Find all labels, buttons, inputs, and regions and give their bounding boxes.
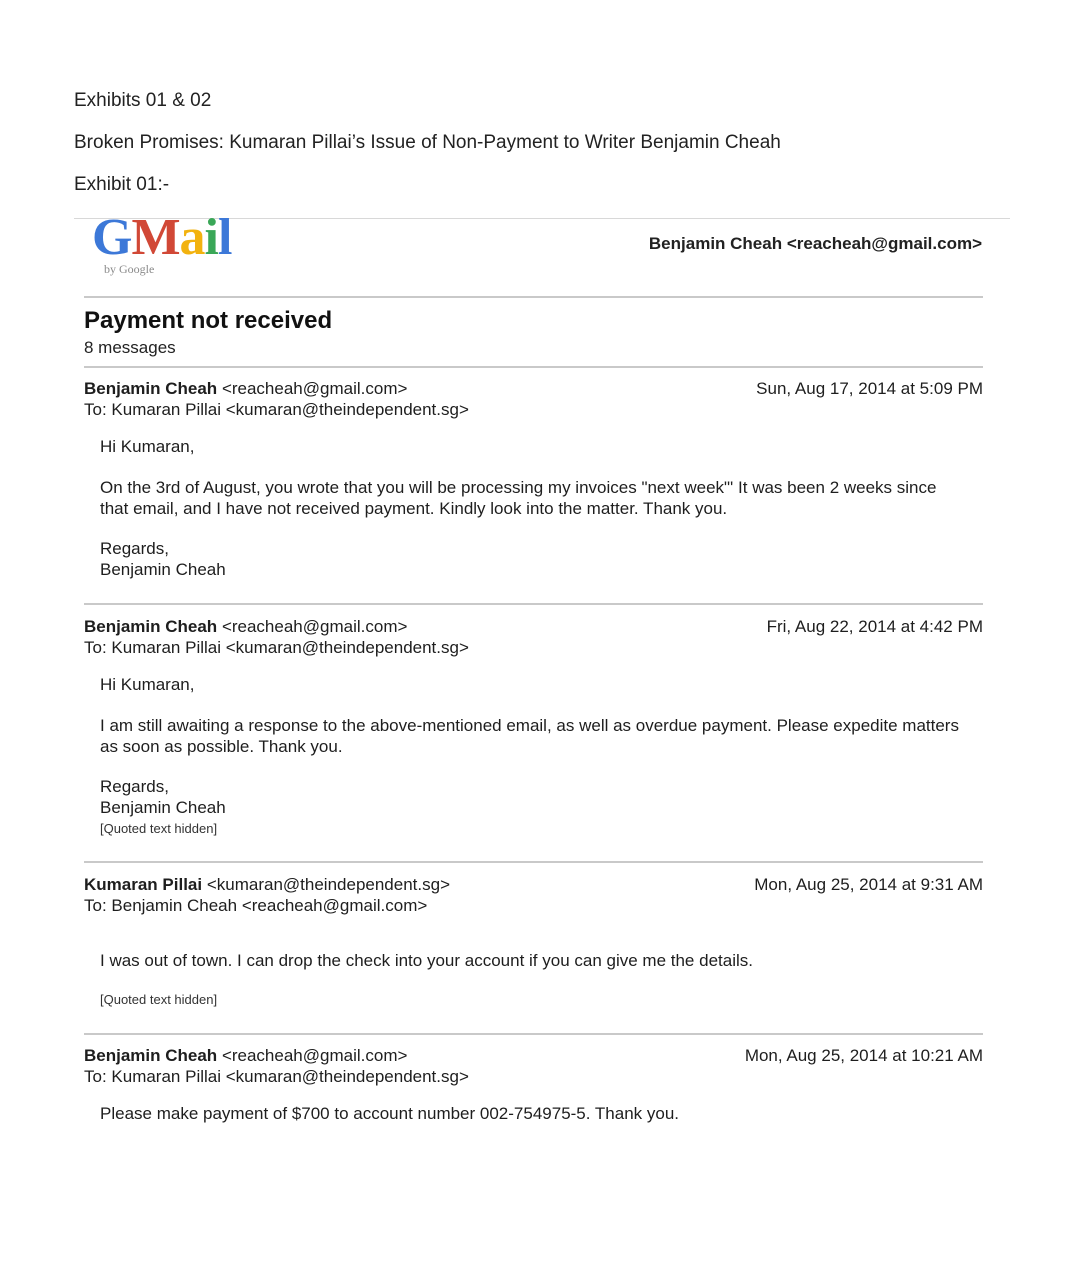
message-date: Mon, Aug 25, 2014 at 10:21 AM [744, 1046, 983, 1065]
account-email: Benjamin Cheah <reacheah@gmail.com> [648, 234, 982, 253]
message-header [84, 874, 983, 916]
message-signature: Benjamin Cheah [100, 798, 226, 817]
message-body: I am still awaiting a response to the above-mentioned email, as well as overdue payment. Please expedite matters as soon as possible. Thank you. [100, 716, 959, 756]
message-date: Sun, Aug 17, 2014 at 5:09 PM [756, 379, 983, 398]
message-divider [84, 861, 983, 863]
message-body: I was out of town. I can drop the check into your account if you can give me the details. [100, 951, 753, 970]
message-date: Mon, Aug 25, 2014 at 9:31 AM [754, 875, 983, 894]
message-date: Fri, Aug 22, 2014 at 4:42 PM [766, 617, 983, 636]
sender-email: <kumaran@theindependent.sg> [206, 875, 450, 894]
message-header [84, 378, 983, 420]
quoted-text-toggle[interactable]: [Quoted text hidden] [100, 821, 218, 836]
gmail-logo: GMail by Google [92, 209, 232, 276]
recipient-line: To: Benjamin Cheah <reacheah@gmail.com> [84, 896, 428, 915]
sender-name: Benjamin Cheah [84, 617, 218, 636]
message-greeting: Hi Kumaran, [100, 437, 195, 456]
thread-subject: Payment not received [84, 307, 333, 334]
recipient-line: To: Kumaran Pillai <kumaran@theindependent.sg> [84, 1067, 469, 1086]
recipient-line: To: Kumaran Pillai <kumaran@theindependent.sg> [84, 400, 469, 419]
sender-name: Benjamin Cheah [84, 379, 218, 398]
sender-name: Benjamin Cheah [84, 1046, 218, 1065]
exhibits-title: Exhibits 01 & 02 [74, 90, 212, 111]
message-body: On the 3rd of August, you wrote that you will be processing my invoices "next week"' It was been 2 weeks since that email, and I have not received payment. Kindly look into the matter. Thank you. [100, 478, 937, 518]
message-signature: Benjamin Cheah [100, 560, 226, 579]
exhibit-label: Exhibit 01:- [74, 174, 170, 195]
quoted-text-toggle[interactable]: [Quoted text hidden] [100, 992, 218, 1007]
message-header [84, 1045, 983, 1087]
sender-email: <reacheah@gmail.com> [221, 379, 408, 398]
document-title: Broken Promises: Kumaran Pillai’s Issue of Non-Payment to Writer Benjamin Cheah [74, 132, 781, 153]
message-header [84, 616, 983, 658]
message-divider [84, 1033, 983, 1035]
message-body: Please make payment of $700 to account number 002-754975-5. Thank you. [100, 1104, 680, 1123]
sender-email: <reacheah@gmail.com> [221, 1046, 408, 1065]
sender-name: Kumaran Pillai [84, 875, 203, 894]
message-count: 8 messages [84, 338, 176, 357]
message-divider [84, 366, 983, 368]
recipient-line: To: Kumaran Pillai <kumaran@theindependent.sg> [84, 638, 469, 657]
message-greeting: Hi Kumaran, [100, 675, 195, 694]
sender-email: <reacheah@gmail.com> [221, 617, 408, 636]
message-closing: Regards, [100, 777, 169, 796]
message-divider [84, 603, 983, 605]
message-closing: Regards, [100, 539, 169, 558]
header-divider [84, 296, 983, 298]
